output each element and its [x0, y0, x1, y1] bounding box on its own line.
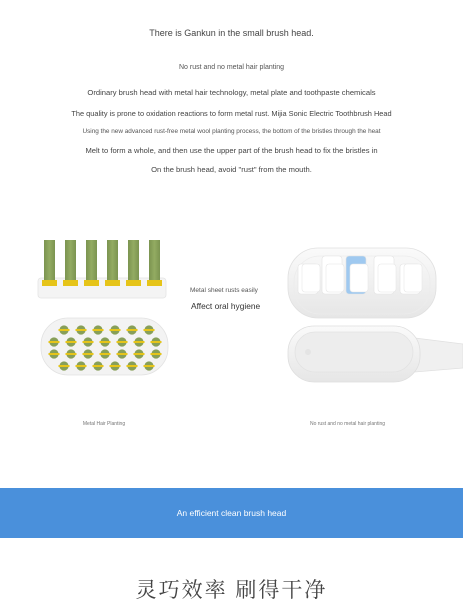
metal-wire [134, 353, 145, 355]
bristle-tuft-front [378, 264, 396, 292]
bristle-tuft-front [302, 264, 320, 292]
metal-wire [66, 353, 77, 355]
metal-wire [151, 341, 162, 343]
callout-oral-hygiene: Affect oral hygiene [191, 301, 261, 311]
metal-wire [83, 341, 94, 343]
section-banner [0, 488, 463, 538]
metal-clip [42, 280, 57, 286]
metal-wire [127, 365, 138, 367]
green-bristle-tuft [128, 240, 139, 282]
left-caption: Metal Hair Planting [82, 421, 126, 427]
metal-clip [105, 280, 120, 286]
metal-wire [76, 329, 87, 331]
rust-free-brush-head-illustration [280, 228, 463, 388]
right-caption: No rust and no metal hair planting [309, 421, 386, 427]
metal-clip [147, 280, 162, 286]
metal-clip [63, 280, 78, 286]
metal-wire [127, 329, 138, 331]
callout-rust: Metal sheet rusts easily [190, 287, 258, 294]
metal-wire [110, 329, 121, 331]
metal-wire [59, 365, 70, 367]
metal-clip [84, 280, 99, 286]
green-bristle-tuft [86, 240, 97, 282]
green-bristle-tuft [149, 240, 160, 282]
banner-label: An efficient clean brush head [176, 508, 287, 518]
metal-wire [110, 365, 121, 367]
paragraph-line-5: On the brush head, avoid "rust" from the mouth. [151, 165, 312, 174]
green-bristle-tuft [44, 240, 55, 282]
metal-clip [126, 280, 141, 286]
paragraph-line-3: Using the new advanced rust-free metal wool planting process, the bottom of the bristles through the heat [82, 128, 381, 135]
paragraph-line-2: The quality is prone to oxidation reactions to form metal rust. Mijia Sonic Electric Toothbrush Head [71, 109, 392, 118]
paragraph-line-1: Ordinary brush head with metal hair technology, metal plate and toothpaste chemicals [87, 88, 376, 97]
metal-wire [100, 341, 111, 343]
metal-wire [151, 353, 162, 355]
bristle-tuft-front [404, 264, 422, 292]
metal-wire [144, 365, 155, 367]
metal-wire [144, 329, 155, 331]
bristle-tuft-front [350, 264, 368, 292]
metal-hair-planting-illustration [36, 230, 170, 380]
metal-wire [93, 329, 104, 331]
metal-wire [117, 353, 128, 355]
metal-wire [59, 329, 70, 331]
metal-wire [76, 365, 87, 367]
metal-wire [49, 341, 60, 343]
metal-wire [134, 341, 145, 343]
metal-wire [117, 341, 128, 343]
intro-heading: There is Gankun in the small brush head. [149, 28, 314, 38]
metal-wire [49, 353, 60, 355]
metal-wire [100, 353, 111, 355]
green-bristle-tuft [107, 240, 118, 282]
next-section-title: 灵巧效率 刷得干净 [135, 579, 328, 602]
paragraph-line-4: Melt to form a whole, and then use the upper part of the brush head to fix the bristles in [85, 146, 378, 155]
green-bristle-tuft [65, 240, 76, 282]
metal-wire [93, 365, 104, 367]
bristle-tuft-front [326, 264, 344, 292]
metal-wire [83, 353, 94, 355]
metal-wire [66, 341, 77, 343]
intro-subheading: No rust and no metal hair planting [178, 64, 285, 71]
